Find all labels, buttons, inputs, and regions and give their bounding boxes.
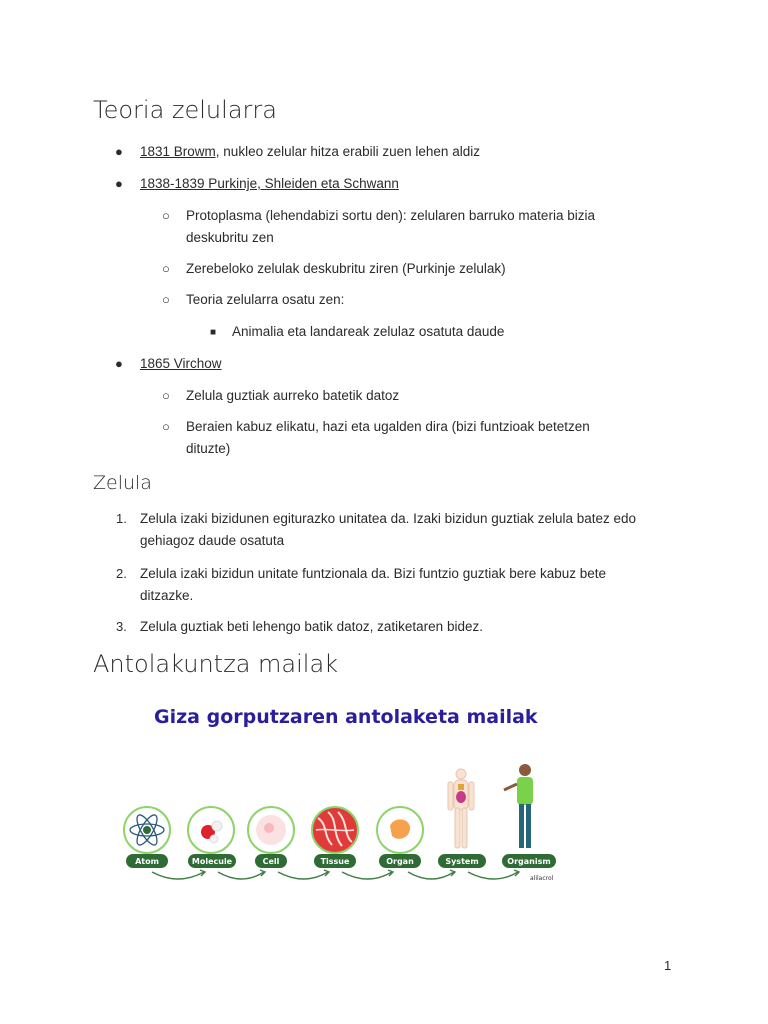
bullet-circle: ○ [162,388,170,403]
level-label: Molecule [191,857,233,866]
list-item: Animalia eta landareak zelulaz osatuta daude [232,324,505,339]
bullet-dot: ● [115,176,123,191]
list-item: Beraien kabuz elikatu, hazi eta ugalden dira (bizi funtzioak betetzen dituzte) [186,419,590,456]
molecule-icon [188,807,234,853]
list-item: Zerebeloko zelulak deskubritu ziren (Purkinje zelulak) [186,261,506,276]
list-number: 1. [116,511,127,526]
list-item: Zelula izaki bizidun unitate funtzionala da. Bizi funtzio guztiak bere kabuz bete ditzazke. [140,566,607,603]
list-item: Zelula guztiak aurreko batetik datoz [186,388,400,403]
level-label: Organism [507,857,551,866]
tissue-icon [312,807,358,853]
heading-teoria-zelularra: Teoria zelularra [93,96,277,124]
figure-credit: alilacrol [530,875,554,882]
system-icon [448,769,474,848]
bullet-circle: ○ [162,419,170,434]
level-label: Cell [262,857,280,866]
figure-title: Giza gorputzaren antolaketa mailak [154,706,538,728]
list-item: Teoria zelularra osatu zen: [186,292,345,307]
list-item: Zelula izaki bizidunen egiturazko unitatea da. Izaki bizidun guztiak zelula batez edo gehiagoz daude osatuta [140,511,637,548]
list-item: Protoplasma (lehendabizi sortu den): zelularen barruko materia bizia deskubritu zen [186,208,595,245]
link-1831-browm[interactable]: 1831 Browm, [140,144,220,159]
arrow-icons [152,870,519,879]
bullet-square: ■ [210,327,217,338]
bullet-circle: ○ [162,208,170,223]
list-number: 3. [116,619,127,634]
list-number: 2. [116,566,127,581]
cell-icon [248,807,294,853]
heading-zelula: Zelula [93,472,152,494]
link-1838-1839[interactable]: 1838-1839 Purkinje, Shleiden eta Schwann [140,176,399,191]
list-item [140,353,222,375]
bullet-dot: ● [115,356,123,371]
page-number: 1 [664,958,672,973]
level-label: System [445,857,479,866]
level-label: Tissue [320,857,350,866]
heading-antolakuntza-mailak: Antolakuntza mailak [93,650,339,678]
list-item [140,173,399,195]
figure-illustration [118,700,568,890]
bullet-dot: ● [115,144,123,159]
list-item: Zelula guztiak beti lehengo batik datoz, zatiketaren bidez. [140,619,483,634]
atom-icon [124,807,170,853]
link-1865-virchow[interactable]: 1865 Virchow [140,356,222,371]
level-label: Organ [386,857,414,866]
levels-of-organization-figure [118,700,568,890]
bullet-circle: ○ [162,292,170,307]
organism-icon [504,764,533,848]
level-label: Atom [135,857,159,866]
level-labels [126,854,556,868]
list-item: 1831 Browm, nukleo zelular hitza erabili zuen lehen aldiz [140,144,480,159]
organ-icon [377,807,423,853]
bullet-circle: ○ [162,261,170,276]
